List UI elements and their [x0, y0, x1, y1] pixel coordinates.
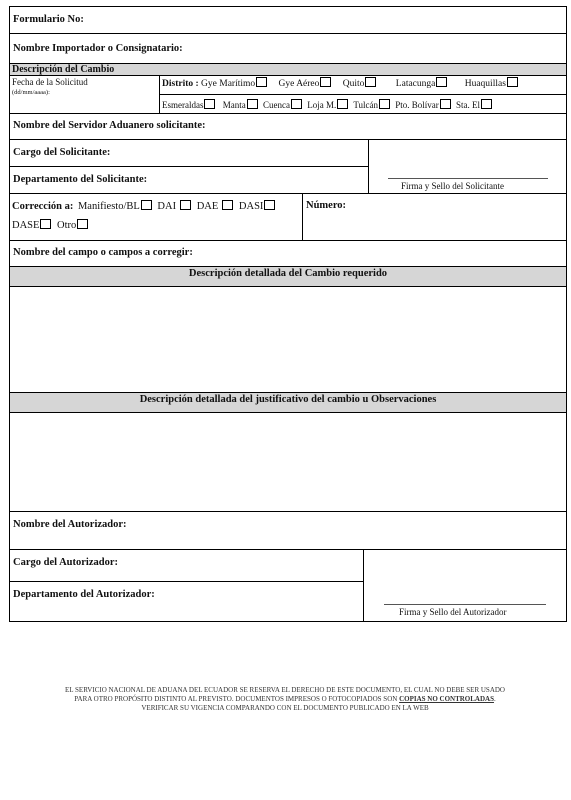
- correccion-dase: DASE: [12, 220, 40, 231]
- autorizador-label: Nombre del Autorizador:: [13, 519, 127, 530]
- distrito-huaquillas: Huaquillas: [464, 79, 506, 89]
- numero-label: Número:: [306, 200, 347, 211]
- checkbox-huaquillas[interactable]: [507, 77, 518, 87]
- correccion-label: Corrección a:: [12, 201, 74, 212]
- checkbox-manifiesto[interactable]: [141, 200, 152, 210]
- checkbox-esmeraldas[interactable]: [204, 99, 215, 109]
- importador-label: Nombre Importador o Consignatario:: [13, 43, 183, 54]
- cargo-autorizador-field[interactable]: [128, 552, 358, 578]
- distrito-gye-aereo: Gye Aéreo: [278, 79, 320, 89]
- fecha-solicitud-label: Fecha de la Solicitud: [12, 77, 88, 87]
- checkbox-cuenca[interactable]: [291, 99, 302, 109]
- firma-solicitante-line: [388, 178, 548, 179]
- firma-solicitante-label: Firma y Sello del Solicitante: [401, 181, 504, 191]
- footer-text-2: . VERIFICAR SU VIGENCIA COMPARANDO CON EL DOCUMENTO PUBLICADO EN LA WEB: [141, 695, 496, 712]
- firma-autorizador-label: Firma y Sello del Autorizador: [399, 607, 507, 617]
- correccion-row-1: [12, 200, 278, 212]
- distrito-sta-el: Sta. El: [456, 100, 481, 110]
- checkbox-manta[interactable]: [247, 99, 258, 109]
- checkbox-dai[interactable]: [180, 200, 191, 210]
- checkbox-latacunga[interactable]: [436, 77, 447, 87]
- distrito-row-2: [162, 99, 495, 110]
- checkbox-dasi[interactable]: [264, 200, 275, 210]
- departamento-autorizador-field[interactable]: [170, 584, 358, 618]
- distrito-gye-maritimo: Gye Marítimo: [201, 79, 256, 89]
- footer-copias-no-controladas: COPIAS NO CONTROLADAS: [399, 695, 494, 703]
- campos-corregir-field[interactable]: [215, 242, 560, 264]
- servidor-field[interactable]: [232, 115, 560, 137]
- distrito-manta: Manta: [222, 100, 246, 110]
- cargo-solicitante-field[interactable]: [125, 141, 363, 164]
- checkbox-dase[interactable]: [40, 219, 51, 229]
- fecha-solicitud-field[interactable]: [68, 88, 156, 110]
- distrito-quito: Quito: [342, 79, 365, 89]
- checkbox-loja[interactable]: [337, 99, 348, 109]
- correccion-dasi: DASI: [238, 201, 264, 212]
- distrito-cuenca: Cuenca: [262, 100, 290, 110]
- justificativo-field[interactable]: [12, 415, 564, 509]
- departamento-autorizador-label: Departamento del Autorizador:: [13, 589, 155, 600]
- checkbox-pto-bolivar[interactable]: [440, 99, 451, 109]
- checkbox-gye-aereo[interactable]: [320, 77, 331, 87]
- cargo-autorizador-label: Cargo del Autorizador:: [13, 557, 118, 568]
- correccion-otro: Otro: [57, 220, 77, 231]
- distrito-pto-bolivar: Pto. Bolívar: [395, 100, 439, 110]
- correccion-dai: DAI: [157, 201, 177, 212]
- descripcion-detallada-field[interactable]: [12, 289, 564, 389]
- cargo-solicitante-label: Cargo del Solicitante:: [13, 147, 111, 158]
- correccion-row-2: [12, 219, 91, 231]
- checkbox-gye-maritimo[interactable]: [256, 77, 267, 87]
- descripcion-detallada-heading: Descripción detallada del Cambio requerido: [188, 268, 388, 279]
- firma-autorizador-line: [384, 604, 546, 605]
- footer-text-1: EL SERVICIO NACIONAL DE ADUANA DEL ECUADOR SE RESERVA EL DERECHO DE ESTE DOCUMENTO, EL CUAL NO DEBE SER USADO PARA OTRO PROPÓSITO DISTINTO AL PREVISTO. DOCUMENTOS IMPRESOS O FOTOCOPIADOS SON: [64, 686, 505, 703]
- correccion-dae: DAE: [196, 201, 219, 212]
- footer-disclaimer: [60, 686, 510, 713]
- checkbox-quito[interactable]: [365, 77, 376, 87]
- justificativo-heading: Descripción detallada del justificativo del cambio u Observaciones: [139, 394, 437, 405]
- correccion-manifiesto: Manifiesto/BL: [77, 201, 140, 212]
- numero-field[interactable]: [355, 196, 560, 236]
- checkbox-tulcan[interactable]: [379, 99, 390, 109]
- checkbox-dae[interactable]: [222, 200, 233, 210]
- departamento-solicitante-label: Departamento del Solicitante:: [13, 174, 148, 185]
- formulario-no-label: Formulario No:: [13, 14, 84, 25]
- importador-field[interactable]: [205, 36, 560, 61]
- campos-corregir-label: Nombre del campo o campos a corregir:: [13, 247, 193, 258]
- distrito-tulcan: Tulcán: [353, 100, 378, 110]
- distrito-label: Distrito :: [162, 79, 199, 89]
- distrito-latacunga: Latacunga: [395, 79, 436, 89]
- distrito-esmeraldas: Esmeraldas: [162, 100, 204, 110]
- distrito-row-1: [162, 77, 521, 89]
- autorizador-field[interactable]: [140, 514, 560, 546]
- checkbox-sta-el[interactable]: [481, 99, 492, 109]
- checkbox-otro[interactable]: [77, 219, 88, 229]
- departamento-solicitante-field[interactable]: [165, 168, 363, 191]
- formulario-no-field[interactable]: [100, 8, 560, 31]
- distrito-loja: Loja M.: [307, 100, 337, 110]
- servidor-label: Nombre del Servidor Aduanero solicitante:: [13, 120, 206, 131]
- descripcion-cambio-label: Descripción del Cambio: [12, 64, 115, 75]
- fecha-formato-label: (dd/mm/aaaa):: [12, 89, 50, 96]
